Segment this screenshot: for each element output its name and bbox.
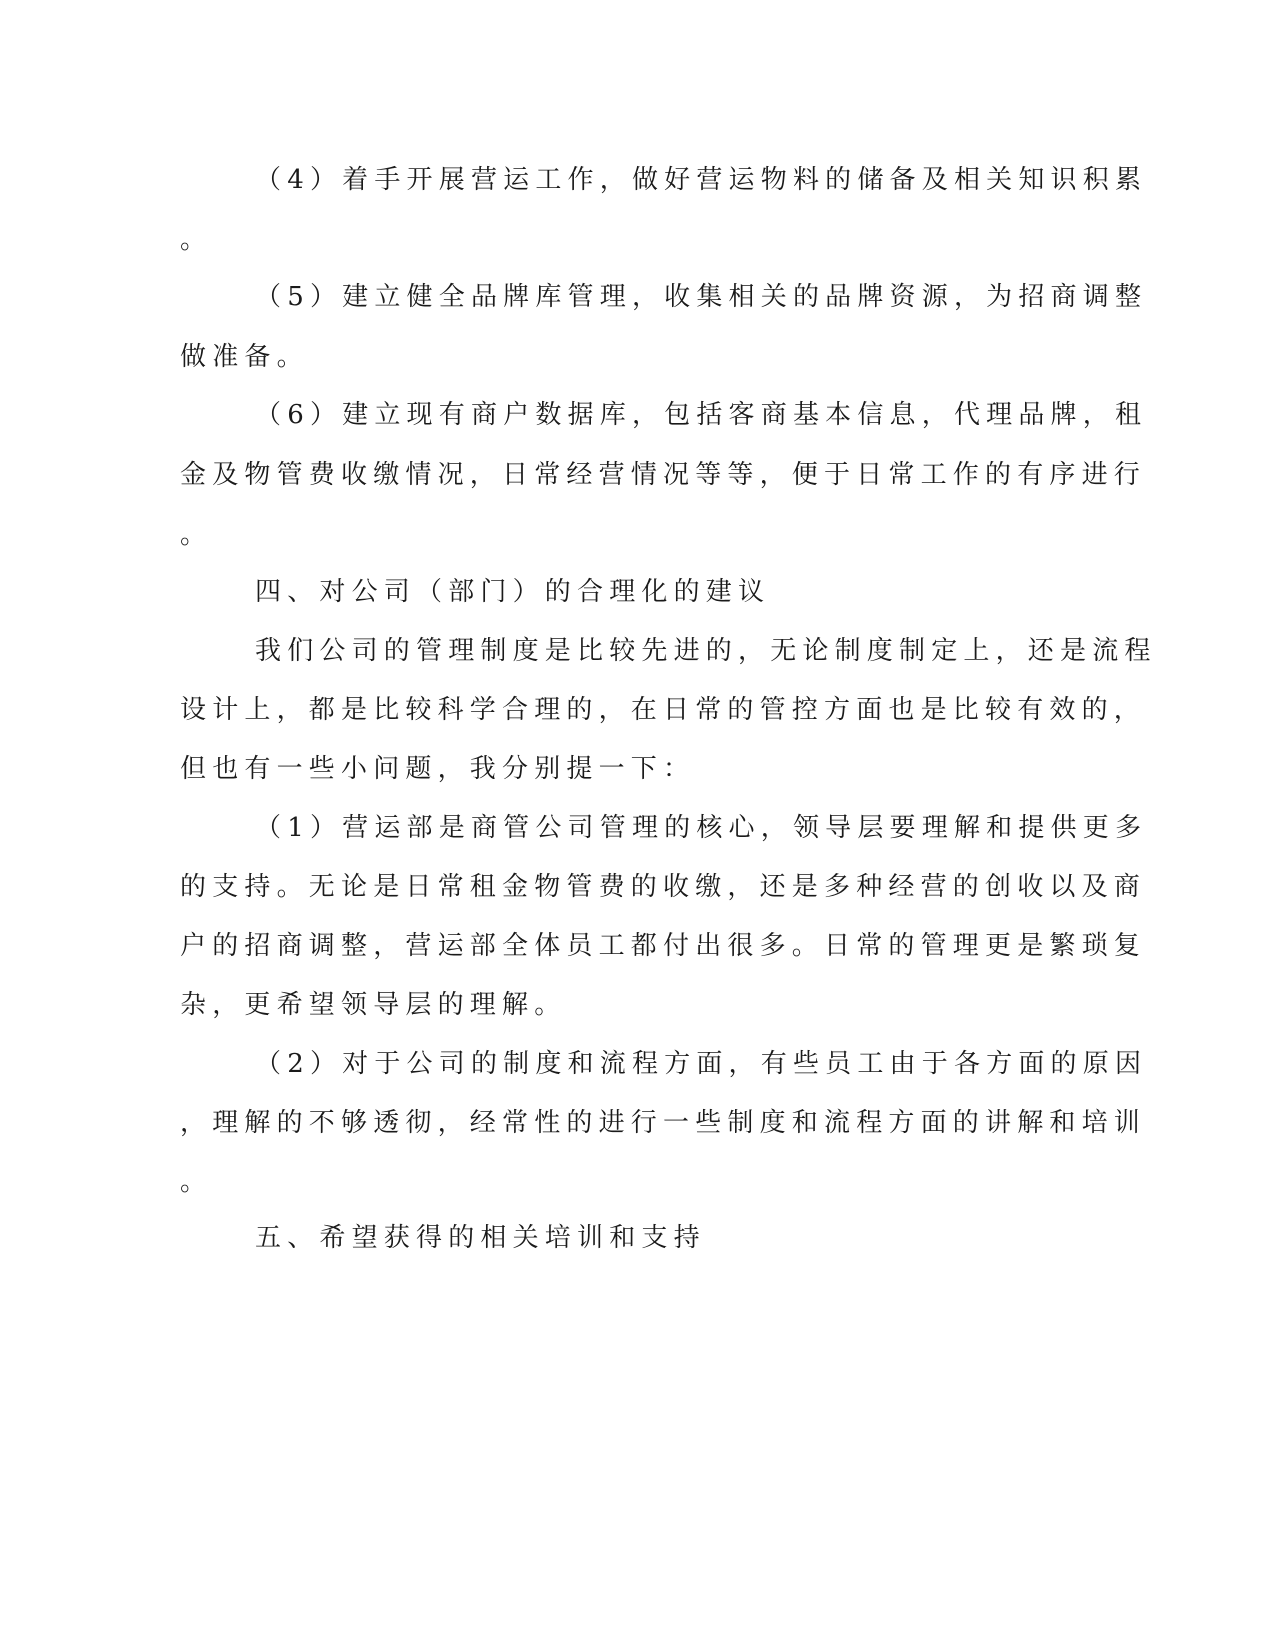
- paragraph-item-5-line-1: （5）建立健全品牌库管理，收集相关的品牌资源，为招商调整: [255, 282, 1148, 312]
- paragraph-item-6-line-2: 金及物管费收缴情况，日常经营情况等等，便于日常工作的有序进行: [180, 460, 1147, 490]
- paragraph-item-6-line-3: 。: [180, 520, 213, 550]
- paragraph-intro-line-3: 但也有一些小问题，我分别提一下：: [180, 754, 696, 784]
- section-heading-5: 五、希望获得的相关培训和支持: [255, 1223, 706, 1253]
- paragraph-item-6-line-1: （6）建立现有商户数据库，包括客商基本信息，代理品牌，租: [255, 400, 1148, 430]
- paragraph-intro-line-2: 设计上，都是比较科学合理的，在日常的管控方面也是比较有效的，: [180, 695, 1147, 725]
- section-heading-4: 四、对公司（部门）的合理化的建议: [255, 577, 771, 607]
- paragraph-intro-line-1: 我们公司的管理制度是比较先进的，无论制度制定上，还是流程: [255, 636, 1157, 666]
- paragraph-item-2-line-2: ，理解的不够透彻，经常性的进行一些制度和流程方面的讲解和培训: [180, 1108, 1147, 1138]
- paragraph-item-1-line-3: 户的招商调整，营运部全体员工都付出很多。日常的管理更是繁琐复: [180, 931, 1147, 961]
- paragraph-item-1-line-4: 杂，更希望领导层的理解。: [180, 990, 567, 1020]
- paragraph-item-2-line-1: （2）对于公司的制度和流程方面，有些员工由于各方面的原因: [255, 1049, 1148, 1079]
- paragraph-item-4-line-2: 。: [180, 225, 213, 255]
- paragraph-item-4-line-1: （4）着手开展营运工作，做好营运物料的储备及相关知识积累: [255, 165, 1148, 195]
- paragraph-item-5-line-2: 做准备。: [180, 342, 309, 372]
- paragraph-item-1-line-2: 的支持。无论是日常租金物管费的收缴，还是多种经营的创收以及商: [180, 872, 1147, 902]
- paragraph-item-1-line-1: （1）营运部是商管公司管理的核心，领导层要理解和提供更多: [255, 813, 1148, 843]
- paragraph-item-2-line-3: 。: [180, 1167, 213, 1197]
